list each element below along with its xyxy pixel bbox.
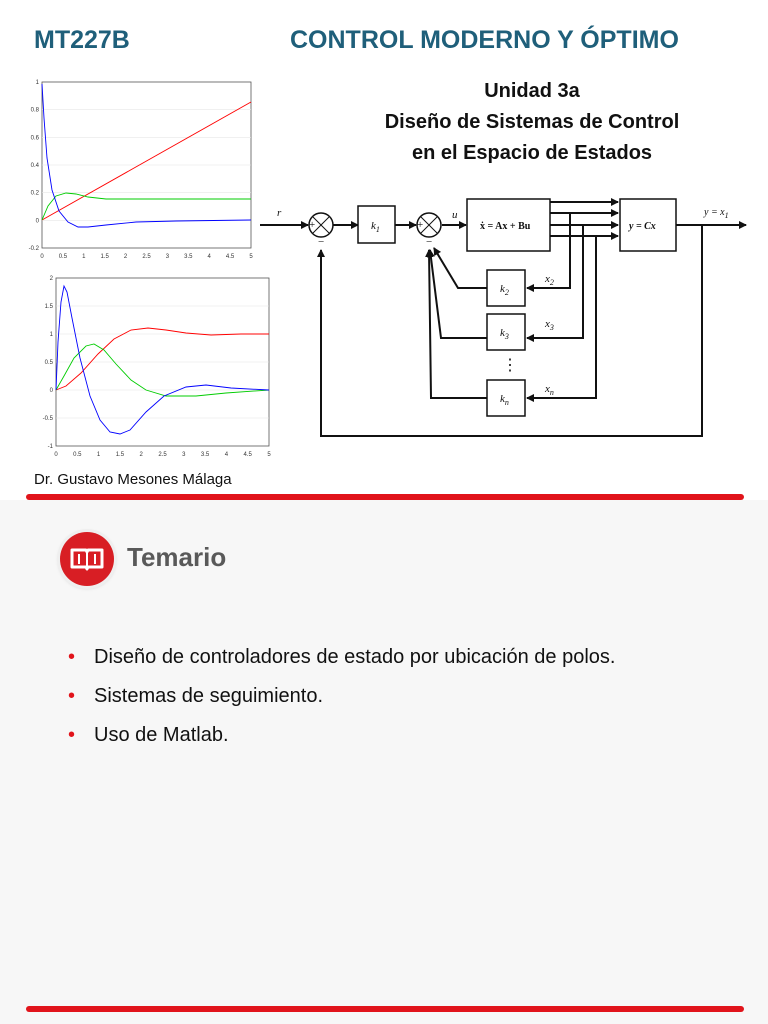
list-item-text: Uso de Matlab.	[94, 724, 229, 746]
y-tick-label: 0.5	[44, 360, 53, 366]
vertical-ellipsis: ⋮	[502, 357, 518, 374]
input-label: r	[277, 207, 282, 219]
x-tick-label: 0	[54, 452, 58, 458]
x-tick-label: 2.5	[158, 452, 167, 458]
bottom-divider	[26, 1006, 744, 1012]
x-tick-label: 3	[165, 254, 170, 260]
y-tick-label: 2	[49, 276, 53, 282]
x-tick-label: 4.5	[243, 452, 252, 458]
unit-subtitle-line2: en el Espacio de Estados	[411, 142, 653, 164]
x-tick-label: 3.5	[200, 452, 210, 458]
plant-label: ẋ = Ax + Bu	[480, 221, 531, 232]
y-tick-label: 0.8	[30, 107, 39, 114]
x-tick-label: 3	[182, 452, 186, 458]
y-tick-label: -0.5	[42, 416, 53, 422]
x-tick-label: 1.5	[115, 452, 125, 458]
y-tick-label: 0	[35, 218, 39, 225]
minus-sign: −	[318, 236, 325, 248]
course-name: CONTROL MODERNO Y ÓPTIMO	[290, 26, 679, 54]
book-icon	[60, 532, 114, 586]
x-tick-label: 1	[96, 452, 101, 458]
book-icon-glyph	[60, 532, 114, 586]
x-tick-label: 4	[224, 452, 229, 458]
x-tick-label: 5	[249, 254, 253, 260]
author-name: Dr. Gustavo Mesones Málaga	[34, 471, 232, 488]
output-label: $y = x_1$	[704, 207, 729, 220]
x-tick-label: 2	[139, 452, 143, 458]
control-label: u	[452, 209, 458, 221]
y-tick-label: 0	[49, 388, 53, 394]
y-tick-labels	[29, 80, 40, 252]
k3-label: $k_3$	[500, 327, 509, 341]
x-tick-label: 1	[82, 254, 86, 260]
x-tick-label: 2	[123, 254, 128, 260]
response-plot-top	[26, 78, 254, 264]
bullet-icon: •	[68, 646, 76, 668]
top-divider	[26, 494, 744, 500]
output-block-label: y = Cx	[629, 221, 656, 232]
list-item-text: Sistemas de seguimiento.	[94, 685, 324, 707]
list-item	[66, 640, 615, 679]
y-tick-label: -0.2	[28, 246, 39, 252]
y-tick-label: 0.2	[30, 190, 39, 197]
bullet-icon: •	[68, 685, 76, 707]
k1-label: $k_1$	[371, 220, 380, 234]
list-item	[66, 718, 615, 757]
x-tick-label: 0.5	[58, 254, 68, 260]
x-tick-label: 4.5	[225, 254, 235, 260]
y-tick-label: 1	[49, 332, 53, 338]
x-tick-labels	[40, 254, 253, 260]
x-tick-label: 0.5	[73, 452, 82, 458]
content-section	[0, 500, 768, 1024]
x-tick-label: 4	[207, 254, 211, 260]
topic-list	[66, 640, 615, 757]
x-tick-label: 3.5	[184, 254, 193, 260]
response-plot-bottom	[36, 272, 276, 462]
k2-label: $k_2$	[500, 283, 509, 297]
y-tick-label: 1	[35, 80, 39, 86]
minus-sign: −	[426, 236, 433, 248]
x-tick-label: 0	[40, 254, 44, 260]
state-feedback-block-diagram	[258, 188, 750, 440]
list-item	[66, 679, 615, 718]
x-tick-labels	[54, 452, 271, 458]
y-tick-labels	[43, 276, 54, 450]
x-tick-label: 2.5	[142, 254, 151, 260]
y-tick-label: 0.6	[30, 135, 39, 142]
xn-label: $x_n$	[545, 383, 554, 397]
plus-sign: +	[417, 219, 424, 231]
y-tick-label: 0.4	[30, 163, 39, 169]
plus-sign: +	[309, 219, 316, 231]
y-tick-label: -1	[47, 444, 53, 450]
list-item-text: Diseño de controladores de estado por ubicación de polos.	[94, 646, 616, 668]
x3-label: $x_3$	[545, 318, 554, 332]
x2-label: $x_2$	[545, 273, 554, 287]
bullet-icon: •	[68, 724, 76, 746]
unit-subtitle-line1: Diseño de Sistemas de Control	[384, 111, 680, 133]
x-tick-label: 5	[267, 452, 271, 458]
course-code: MT227B	[34, 26, 130, 54]
y-tick-label: 1.5	[44, 304, 53, 310]
kn-label: $k_n$	[500, 393, 509, 407]
x-tick-label: 1.5	[100, 254, 109, 260]
section-title: Temario	[127, 542, 227, 572]
unit-number: Unidad 3a	[484, 80, 580, 102]
unit-title	[350, 76, 714, 169]
